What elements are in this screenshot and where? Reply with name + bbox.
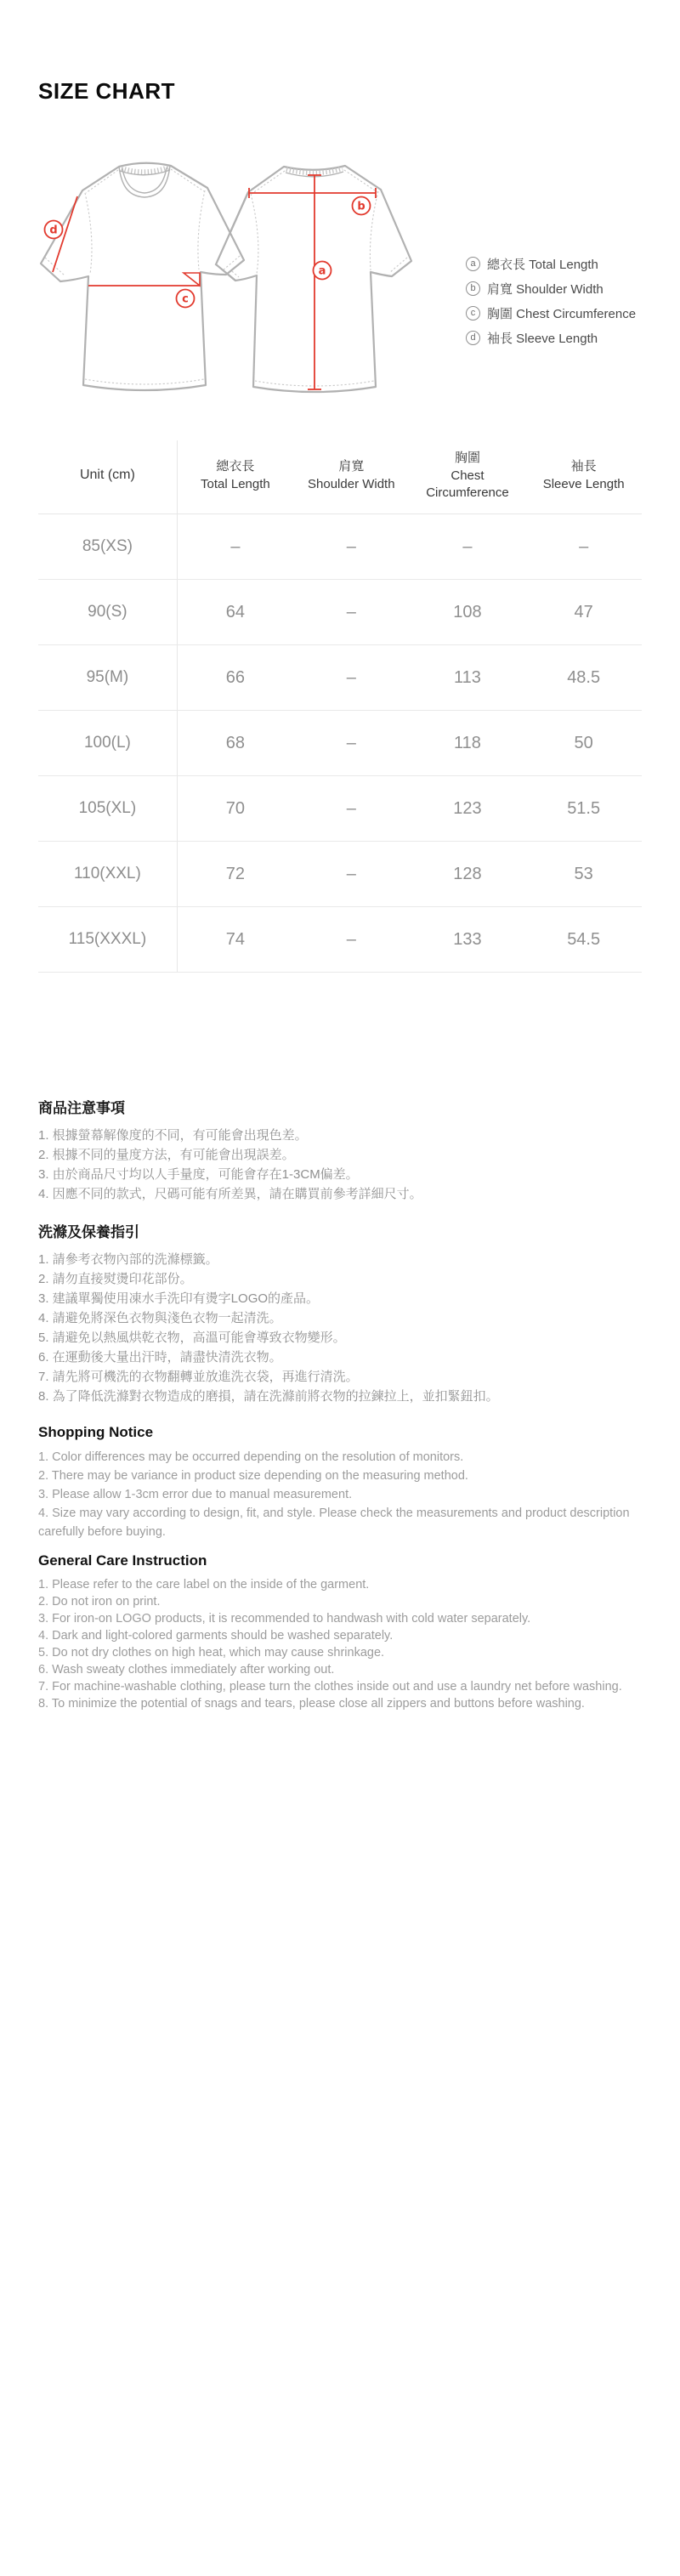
table-row	[38, 842, 642, 907]
section-heading: 商品注意事項	[38, 1100, 125, 1116]
size-table-header-row	[38, 440, 642, 514]
legend-label: 胸圍 Chest Circumference	[487, 307, 637, 321]
column-header-shoulder-width: 肩寬 Shoulder Width	[293, 440, 410, 514]
notice-item: 8. To minimize the potential of snags and tears, please close all zippers and buttons before washing.	[38, 1697, 585, 1711]
notice-item: 2. 請勿直接熨燙印花部份。	[38, 1272, 193, 1286]
section-general-care-en	[38, 1552, 642, 1712]
notice-item: 1. 請參考衣物內部的洗滌標籤。	[38, 1252, 218, 1267]
cell-value: 133	[410, 907, 526, 973]
cell-value: 66	[177, 645, 293, 711]
cell-value: 53	[525, 842, 642, 907]
column-header-sleeve-length: 袖長 Sleeve Length	[525, 440, 642, 514]
notice-item: 1. Please refer to the care label on the inside of the garment.	[38, 1578, 370, 1592]
cell-value: 72	[177, 842, 293, 907]
cell-value: 64	[177, 580, 293, 645]
shirt-front-drawing	[41, 163, 244, 390]
cell-value: 54.5	[525, 907, 642, 973]
size-label: 85(XS)	[38, 514, 177, 580]
unit-header: Unit (cm)	[38, 440, 177, 514]
section-product-notice-zh	[38, 1098, 642, 1204]
cell-value: –	[410, 514, 526, 580]
circle-letter-d-icon: d	[466, 331, 480, 345]
notice-item: 5. 請避免以熱風烘乾衣物，高溫可能會導致衣物變形。	[38, 1331, 346, 1345]
circle-letter-c-icon: c	[466, 306, 480, 321]
cell-value: –	[293, 776, 410, 842]
page-title: SIZE CHART	[38, 78, 175, 104]
notice-item: 4. 因應不同的款式，尺碼可能有所差異，請在購買前參考詳細尺寸。	[38, 1187, 422, 1201]
section-heading: 洗滌及保養指引	[38, 1224, 139, 1240]
notice-item: 2. 根據不同的量度方法，有可能會出現誤差。	[38, 1148, 295, 1162]
section-shopping-notice-en	[38, 1423, 642, 1541]
circle-letter-b-icon: b	[466, 281, 480, 296]
notice-sections	[0, 1098, 680, 1712]
size-label: 95(M)	[38, 645, 177, 711]
cell-value: 128	[410, 842, 526, 907]
section-heading: General Care Instruction	[38, 1552, 207, 1569]
cell-value: 48.5	[525, 645, 642, 711]
table-row	[38, 645, 642, 711]
table-row	[38, 776, 642, 842]
notice-item: 3. 由於商品尺寸均以人手量度，可能會存在1-3CM偏差。	[38, 1167, 359, 1182]
cell-value: 47	[525, 580, 642, 645]
notice-item: 5. Do not dry clothes on high heat, which may cause shrinkage.	[38, 1646, 385, 1660]
column-header-chest-circumference: 胸圍 Chest Circumference	[410, 440, 526, 514]
column-header-total-length: 總衣長 Total Length	[177, 440, 293, 514]
marker-a: a	[318, 264, 326, 278]
legend-item-total-length	[466, 252, 636, 276]
circle-letter-a-icon: a	[466, 257, 480, 271]
notice-item: 3. For iron-on LOGO products, it is recommended to handwash with cold water separately.	[38, 1612, 531, 1626]
size-table	[38, 440, 642, 973]
size-label: 105(XL)	[38, 776, 177, 842]
legend-item-chest-circumference	[466, 301, 636, 326]
notice-item: 4. Size may vary according to design, fit, and style. Please check the measurements and product description carefully before buying.	[38, 1506, 630, 1539]
legend-label: 總衣長 Total Length	[487, 258, 598, 272]
cell-value: 68	[177, 711, 293, 776]
cell-value: –	[293, 711, 410, 776]
notice-item: 7. For machine-washable clothing, please turn the clothes inside out and use a laundry net before washing.	[38, 1680, 622, 1694]
notice-item: 4. 請避免將深色衣物與淺色衣物一起清洗。	[38, 1311, 282, 1325]
marker-b: b	[357, 200, 366, 213]
size-label: 110(XXL)	[38, 842, 177, 907]
section-heading: Shopping Notice	[38, 1424, 154, 1440]
notice-item: 3. 建議單獨使用凍水手洗印有燙字LOGO的產品。	[38, 1291, 320, 1306]
cell-value: –	[293, 580, 410, 645]
notice-item: 6. Wash sweaty clothes immediately after working out.	[38, 1663, 335, 1677]
cell-value: 118	[410, 711, 526, 776]
marker-c: c	[182, 292, 189, 306]
cell-value: –	[293, 514, 410, 580]
cell-value: 50	[525, 711, 642, 776]
measurement-legend	[466, 252, 636, 350]
cell-value: –	[177, 514, 293, 580]
cell-value: 74	[177, 907, 293, 973]
notice-item: 7. 請先將可機洗的衣物翻轉並放進洗衣袋，再進行清洗。	[38, 1370, 359, 1384]
table-row	[38, 580, 642, 645]
legend-label: 袖長 Sleeve Length	[487, 332, 598, 346]
measurement-diagram	[34, 145, 680, 425]
table-row	[38, 711, 642, 776]
cell-value: 51.5	[525, 776, 642, 842]
legend-item-sleeve-length	[466, 326, 636, 350]
notice-item: 3. Please allow 1-3cm error due to manual measurement.	[38, 1488, 353, 1501]
tshirt-diagram	[34, 145, 442, 425]
cell-value: 123	[410, 776, 526, 842]
legend-item-shoulder-width	[466, 276, 636, 301]
notice-item: 1. 根據螢幕解像度的不同，有可能會出現色差。	[38, 1128, 308, 1143]
section-care-guide-zh	[38, 1223, 642, 1406]
cell-value: 113	[410, 645, 526, 711]
marker-d: d	[49, 224, 58, 237]
cell-value: –	[525, 514, 642, 580]
cell-value: 70	[177, 776, 293, 842]
notice-item: 8. 為了降低洗滌對衣物造成的磨損，請在洗滌前將衣物的拉鍊拉上，並扣緊鈕扣。	[38, 1389, 499, 1404]
size-label: 115(XXXL)	[38, 907, 177, 973]
cell-value: –	[293, 842, 410, 907]
notice-item: 6. 在運動後大量出汗時，請盡快清洗衣物。	[38, 1350, 282, 1365]
table-row	[38, 907, 642, 973]
notice-item: 4. Dark and light-colored garments should be washed separately.	[38, 1629, 394, 1643]
notice-item: 2. Do not iron on print.	[38, 1595, 161, 1609]
legend-label: 肩寬 Shoulder Width	[487, 282, 604, 297]
cell-value: –	[293, 645, 410, 711]
size-label: 100(L)	[38, 711, 177, 776]
notice-item: 1. Color differences may be occurred depending on the resolution of monitors.	[38, 1450, 464, 1464]
cell-value: –	[293, 907, 410, 973]
size-label: 90(S)	[38, 580, 177, 645]
notice-item: 2. There may be variance in product size depending on the measuring method.	[38, 1469, 468, 1483]
cell-value: 108	[410, 580, 526, 645]
table-row	[38, 514, 642, 580]
